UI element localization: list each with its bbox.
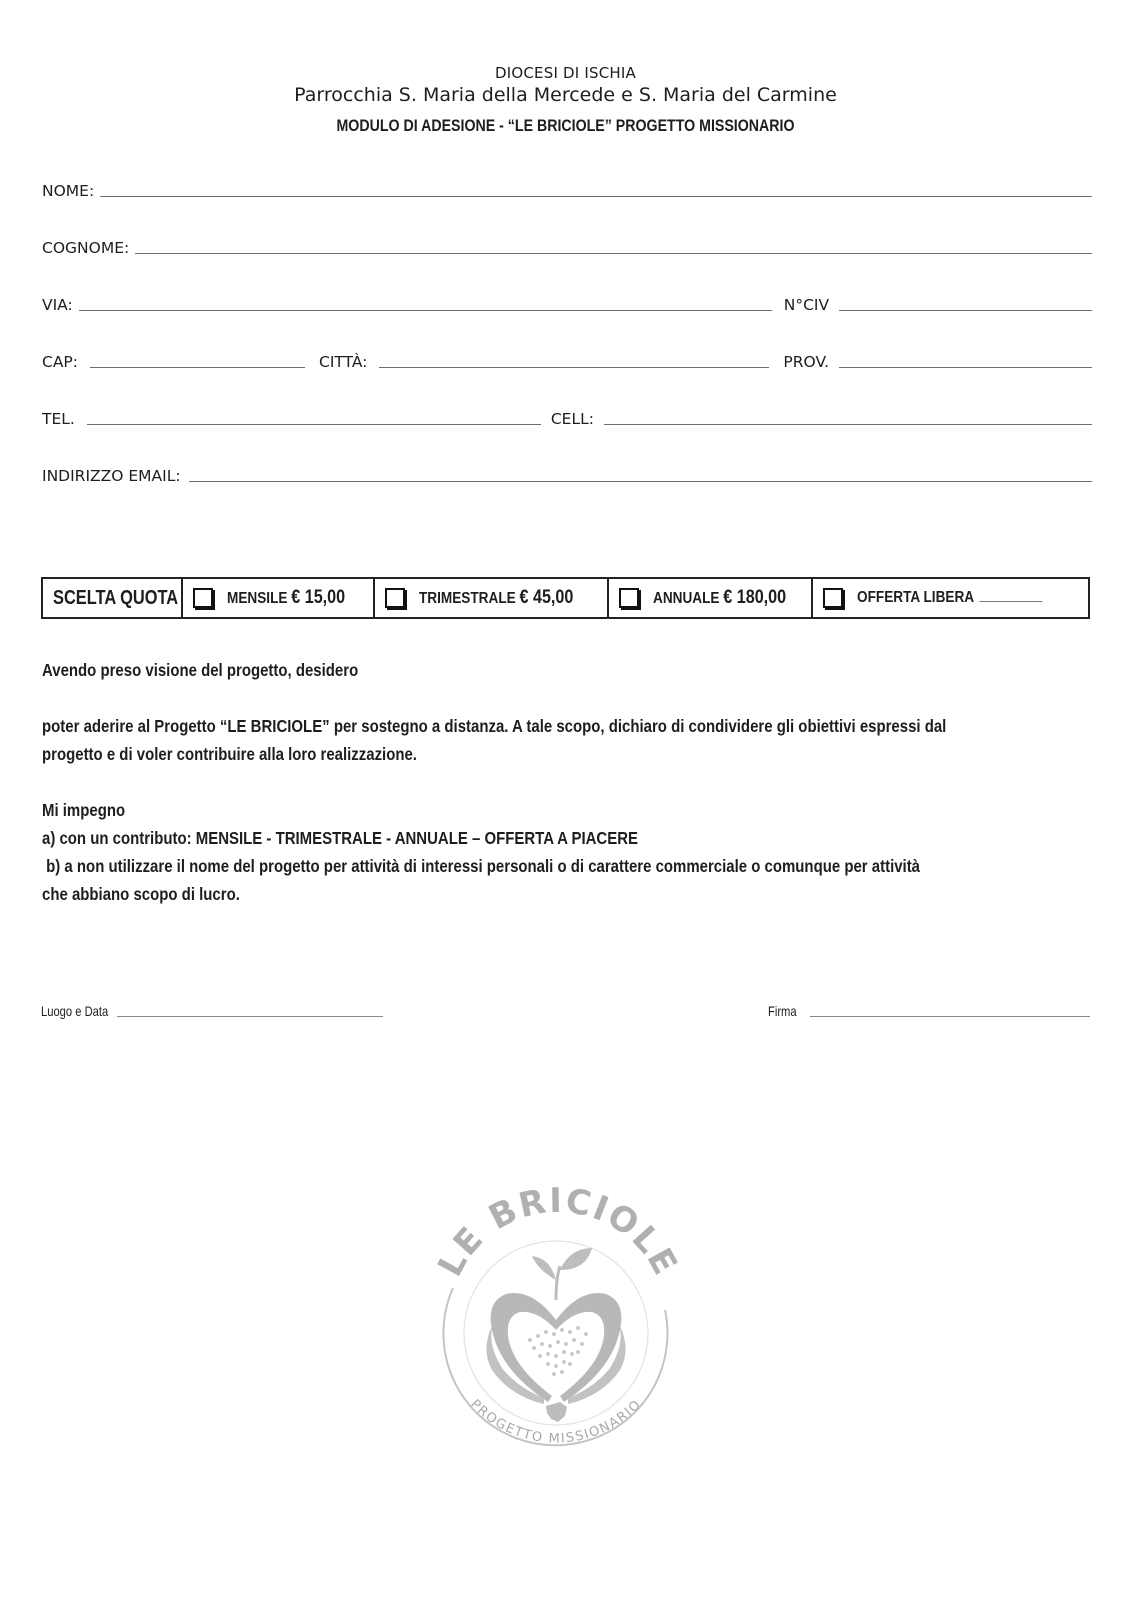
citta-input[interactable] (379, 367, 769, 368)
checkbox-mensile[interactable] (193, 588, 213, 608)
commitment-a: a) con un contributo: MENSILE - TRIMESTRALE - ANNUALE – OFFERTA A PIACERE (42, 828, 638, 848)
le-briciole-logo (420, 1170, 690, 1450)
place-date-row (41, 1003, 383, 1021)
nome-input[interactable] (100, 196, 1092, 197)
logo-inner-ring (464, 1241, 648, 1425)
cap-input[interactable] (90, 367, 305, 368)
cognome-label: COGNOME: (42, 239, 130, 257)
tel-input[interactable] (87, 424, 541, 425)
email-label: INDIRIZZO EMAIL: (42, 467, 181, 485)
quota-selection-table (41, 577, 1090, 619)
cognome-input[interactable] (135, 253, 1092, 254)
field-row-cap (42, 347, 1092, 373)
nome-label: NOME: (42, 182, 95, 200)
declaration-line-2: progetto e di voler contribuire alla loro realizzazione. (42, 744, 417, 764)
quota-option-offerta-libera[interactable] (813, 579, 1088, 617)
commitment-section (42, 796, 1051, 908)
logo-hands-heart-icon (486, 1293, 625, 1404)
email-input[interactable] (189, 481, 1092, 482)
field-row-via (42, 290, 1092, 316)
parish-title: Parrocchia S. Maria della Mercede e S. Maria del Carmine (294, 84, 837, 106)
field-row-cognome (42, 233, 1092, 259)
mensile-label: MENSILE (227, 590, 288, 607)
logo-crumbs-icon (528, 1326, 588, 1376)
citta-label: CITTÀ: (319, 353, 368, 371)
logo-top-text: LE BRICIOLE (430, 1180, 686, 1284)
offerta-libera-label: OFFERTA LIBERA (857, 589, 975, 606)
quota-title-cell (43, 579, 183, 617)
quota-option-annuale[interactable] (609, 579, 813, 617)
quota-option-trimestrale[interactable] (375, 579, 609, 617)
annuale-amount: € 180,00 (723, 587, 787, 608)
place-date-input[interactable] (117, 1016, 383, 1017)
checkbox-trimestrale[interactable] (385, 588, 405, 608)
declaration-line-1: poter aderire al Progetto “LE BRICIOLE” per sostegno a distanza. A tale scopo, dichiaro di condividere gli obiettivi espressi dal (42, 716, 947, 736)
field-row-email (42, 461, 1092, 487)
checkbox-annuale[interactable] (619, 588, 639, 608)
commitment-title: Mi impegno (42, 800, 126, 820)
intro-text: Avendo preso visione del progetto, desidero (42, 660, 359, 680)
cell-label: CELL: (550, 410, 594, 428)
tel-label: TEL. (42, 410, 75, 428)
form-title: MODULO DI ADESIONE - “LE BRICIOLE” PROGETTO MISSIONARIO (336, 117, 795, 135)
mensile-amount: € 15,00 (291, 587, 346, 608)
prov-input[interactable] (839, 367, 1092, 368)
logo-sprout-icon (532, 1248, 592, 1300)
trimestrale-amount: € 45,00 (519, 587, 574, 608)
annuale-label: ANNUALE (653, 590, 720, 607)
cap-label: CAP: (42, 353, 78, 371)
quota-title: SCELTA QUOTA (53, 586, 179, 609)
signature-label: Firma (768, 1003, 797, 1019)
commitment-b-line-1: b) a non utilizzare il nome del progetto per attività di interessi personali o di carattere commerciale o comunque per attività (42, 856, 921, 876)
signature-input[interactable] (810, 1016, 1090, 1017)
logo-bottom-text: PROGETTO MISSIONARIO (467, 1396, 645, 1447)
offerta-libera-input[interactable] (979, 601, 1042, 602)
commitment-b-line-2: che abbiano scopo di lucro. (42, 884, 240, 904)
cell-input[interactable] (604, 424, 1092, 425)
field-row-nome (42, 176, 1092, 202)
civico-input[interactable] (839, 310, 1092, 311)
place-date-label: Luogo e Data (41, 1003, 109, 1019)
field-row-tel (42, 404, 1092, 430)
trimestrale-label: TRIMESTRALE (419, 590, 516, 607)
logo-map-icon (546, 1402, 567, 1422)
signature-row (768, 1003, 1090, 1021)
prov-label: PROV. (783, 353, 829, 371)
quota-option-mensile[interactable] (183, 579, 375, 617)
via-label: VIA: (42, 296, 73, 314)
diocese-title: DIOCESI DI ISCHIA (495, 64, 636, 82)
via-input[interactable] (79, 310, 772, 311)
civico-label: N°CIV (783, 296, 830, 314)
declaration-paragraph (42, 712, 1051, 768)
checkbox-offerta-libera[interactable] (823, 588, 843, 608)
